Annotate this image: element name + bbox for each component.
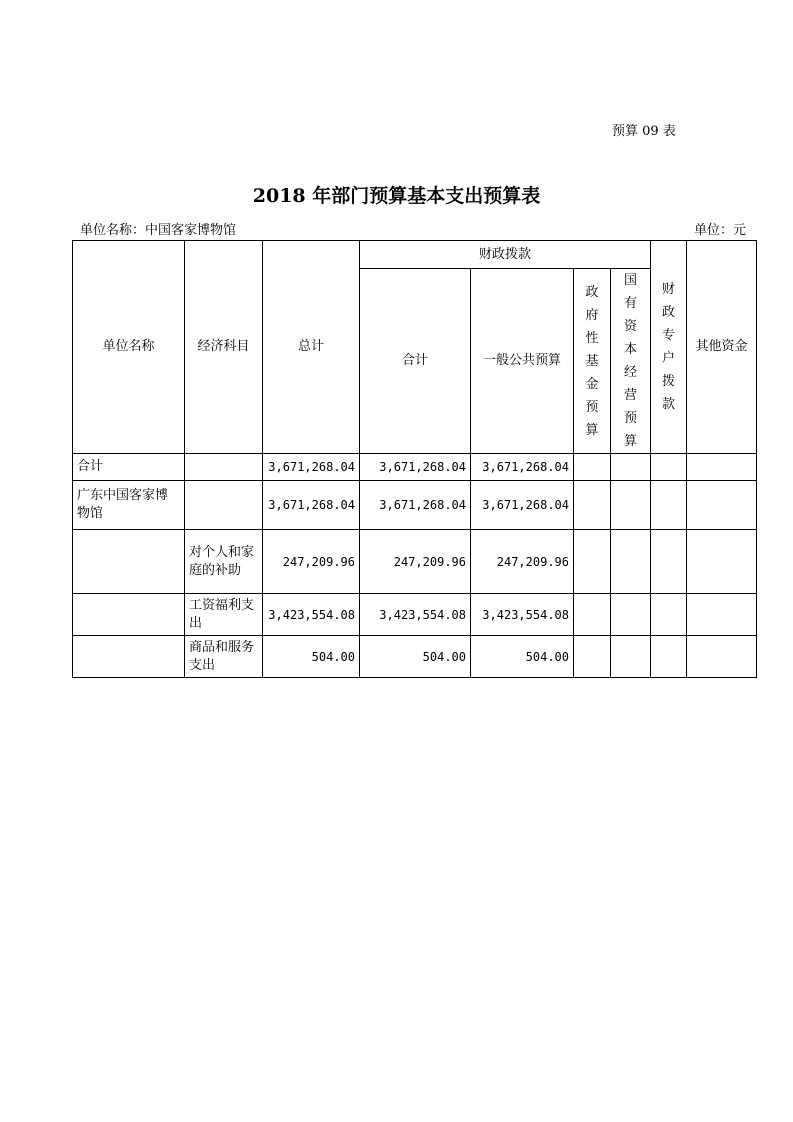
cell-gov-fund [574, 594, 611, 636]
budget-table [72, 240, 757, 678]
cell-subject: 对个人和家庭的补助 [185, 530, 263, 594]
cell-unit: 合计 [73, 454, 185, 481]
cell-subtotal: 247,209.96 [360, 530, 471, 594]
cell-general: 504.00 [471, 636, 574, 678]
header-unit-name: 单位名称 [73, 241, 185, 454]
cell-total: 3,423,554.08 [263, 594, 360, 636]
cell-subtotal: 3,671,268.04 [360, 481, 471, 530]
cell-state-capital [611, 594, 651, 636]
cell-state-capital [611, 481, 651, 530]
header-econ-subject: 经济科目 [185, 241, 263, 454]
cell-other [687, 530, 757, 594]
table-row [73, 636, 757, 678]
cell-subject: 工资福利支出 [185, 594, 263, 636]
cell-subtotal: 3,671,268.04 [360, 454, 471, 481]
cell-unit [73, 636, 185, 678]
cell-special [651, 636, 687, 678]
currency-unit-label: 单位：元 [694, 223, 747, 238]
cell-special [651, 594, 687, 636]
cell-other [687, 594, 757, 636]
cell-other [687, 636, 757, 678]
header-special-fiscal: 财政专户拨款 [651, 241, 687, 454]
header-fiscal-group: 财政拨款 [360, 241, 651, 269]
unit-name-label: 单位名称：中国客家博物馆 [80, 223, 237, 238]
cell-total: 3,671,268.04 [263, 454, 360, 481]
table-row [73, 594, 757, 636]
header-subtotal: 合计 [360, 269, 471, 454]
form-id: 预算 09 表 [612, 124, 676, 139]
cell-total: 247,209.96 [263, 530, 360, 594]
cell-total: 3,671,268.04 [263, 481, 360, 530]
cell-unit: 广东中国客家博物馆 [73, 481, 185, 530]
cell-general: 3,671,268.04 [471, 454, 574, 481]
table-row [73, 454, 757, 481]
cell-gov-fund [574, 481, 611, 530]
cell-gov-fund [574, 454, 611, 481]
page-title: 2018 年部门预算基本支出预算表 [252, 185, 541, 207]
header-gov-fund: 政府性基金预算 [574, 269, 611, 454]
cell-subject: 商品和服务支出 [185, 636, 263, 678]
cell-state-capital [611, 454, 651, 481]
cell-special [651, 454, 687, 481]
cell-unit [73, 530, 185, 594]
cell-general: 3,423,554.08 [471, 594, 574, 636]
cell-subject [185, 481, 263, 530]
cell-unit [73, 594, 185, 636]
cell-special [651, 530, 687, 594]
cell-subtotal: 504.00 [360, 636, 471, 678]
cell-other [687, 454, 757, 481]
cell-subject [185, 454, 263, 481]
cell-gov-fund [574, 636, 611, 678]
cell-gov-fund [574, 530, 611, 594]
header-state-capital: 国有资本经营预算 [611, 269, 651, 454]
header-total: 总计 [263, 241, 360, 454]
cell-general: 247,209.96 [471, 530, 574, 594]
cell-state-capital [611, 530, 651, 594]
cell-total: 504.00 [263, 636, 360, 678]
cell-other [687, 481, 757, 530]
cell-special [651, 481, 687, 530]
header-general-budget: 一般公共预算 [471, 269, 574, 454]
cell-state-capital [611, 636, 651, 678]
table-row [73, 530, 757, 594]
cell-general: 3,671,268.04 [471, 481, 574, 530]
table-row [73, 481, 757, 530]
header-other-funds: 其他资金 [687, 241, 757, 454]
cell-subtotal: 3,423,554.08 [360, 594, 471, 636]
